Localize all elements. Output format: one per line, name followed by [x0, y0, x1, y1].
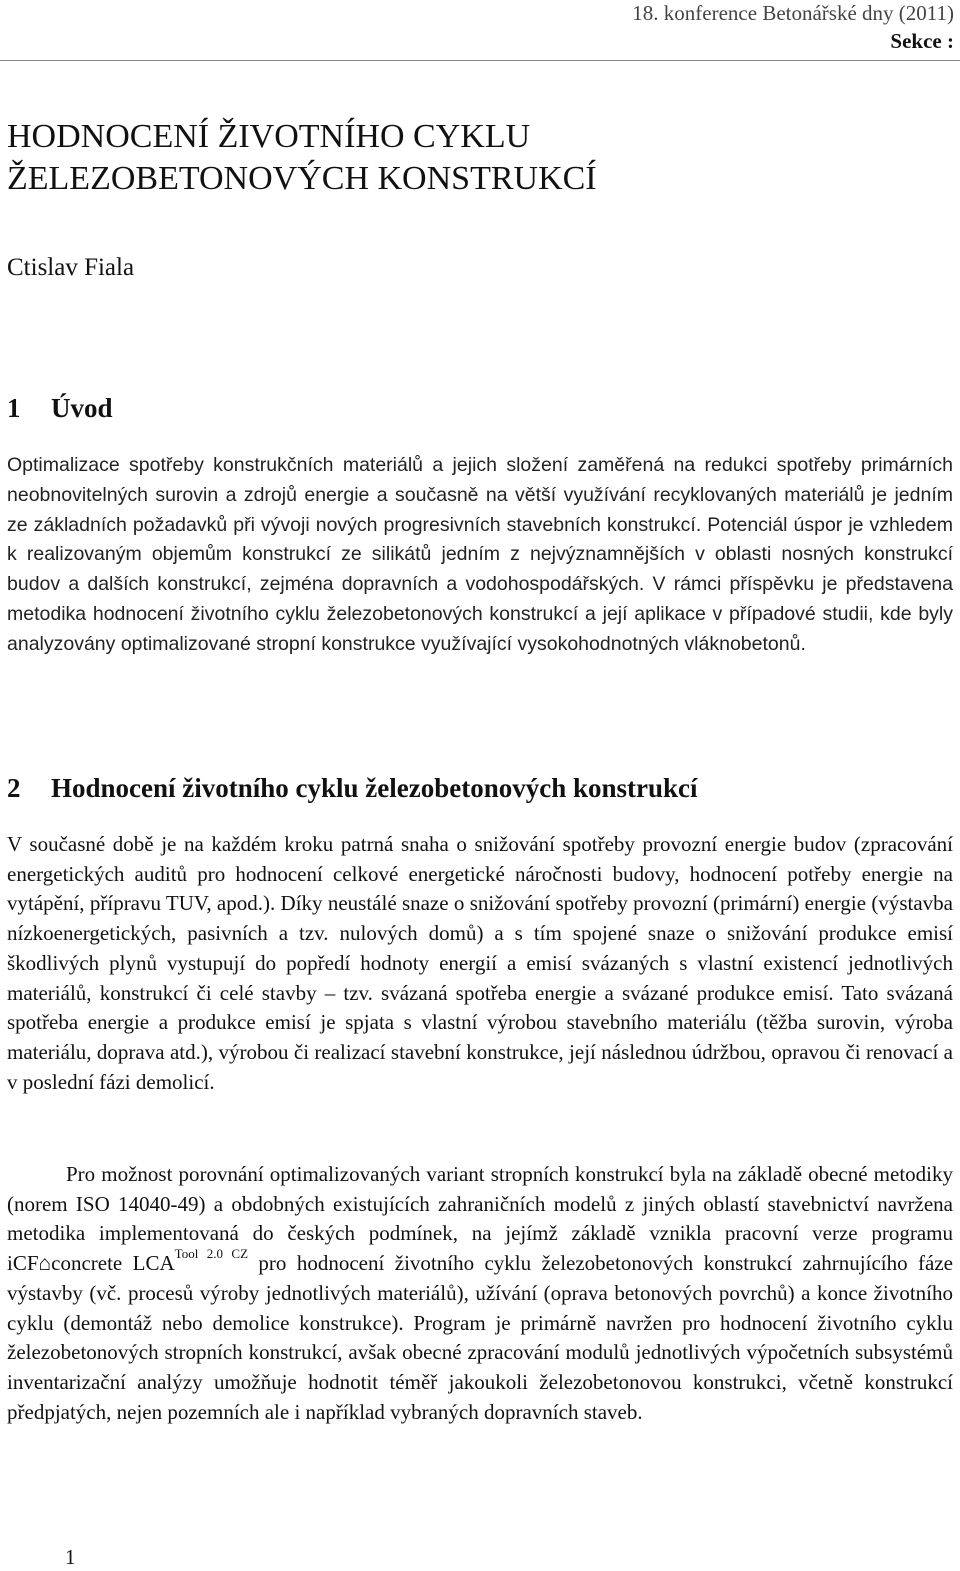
title-line-1: HODNOCENÍ ŽIVOTNÍHO CYKLU	[7, 118, 531, 155]
section-title: Úvod	[51, 393, 113, 423]
header-divider	[0, 60, 960, 61]
conference-name: 18. konference Betonářské dny (2011)	[632, 1, 954, 25]
paper-title	[7, 116, 597, 200]
title-line-2: ŽELEZOBETONOVÝCH KONSTRUKCÍ	[7, 160, 597, 197]
section-number: 1	[7, 393, 21, 423]
paragraph-text-start: Pro možnost porovnání optimalizovaných variant stropních konstrukcí byla na základě obecné metodiky (norem ISO 14040-49) a obdobných existujících zahraničních modelů z jiných oblastí stavebnictví navržena metodika implementovaná do českých podmínek, na jejímž základě vznikla pracovní verze programu iCF⌂concrete LCA	[7, 1162, 953, 1276]
section-heading-lca	[7, 771, 698, 805]
section-heading-intro	[7, 391, 113, 425]
page-number: 1	[65, 1545, 76, 1569]
tool-version-superscript: Tool 2.0 CZ	[174, 1246, 249, 1262]
paragraph-text-end: pro hodnocení životního cyklu železobetonových konstrukcí zahrnujícího fáze výstavby (vč. procesů výroby jednotlivých materiálů), užívání (oprava betonových povrchů) a konce životního cyklu (demontáž nebo demolice konstrukce). Program je primárně navržen pro hodnocení životního cyklu železobetonových stropních konstrukcí, avšak obecné zpracování modulů jednotlivých výpočetních subsystémů inventarizační analýzy umožňuje hodnotit téměř jakoukoli železobetonovou konstrukci, včetně konstrukcí předpjatých, nejen pozemních ale i například vybraných dopravních staveb.	[7, 1251, 953, 1424]
author-name: Ctislav Fiala	[7, 254, 135, 281]
section-title: Hodnocení životního cyklu železobetonových konstrukcí	[51, 773, 698, 803]
body-paragraph-1: V současné době je na každém kroku patrná snaha o snižování spotřeby provozní energie budov (zpracování energetických auditů pro hodnocení celkové energetické náročnosti budovy, hodnocení potřeby energie na vytápění, přípravu TUV, apod.). Díky neustálé snaze o snižování spotřeby provozní (primární) energie (výstavba nízkoenergetických, pasivních a tzv. nulových domů) a s tím spojené snaze o snižování produkce emisí škodlivých plynů vystupují do popředí hodnoty energií a emisí svázaných s vlastní existencí jednotlivých materiálů, konstrukcí či celé stavby – tzv. svázaná spotřeba energie a svázané produkce emisí. Tato svázaná spotřeba energie a produkce emisí je spjata s vlastní výrobou stavebního materiálu (těžba surovin, výroba materiálu, doprava atd.), výrobou či realizací stavební konstrukce, její následnou údržbou, opravou či renovací a v poslední fázi demolicí.	[7, 832, 953, 1094]
intro-paragraph: Optimalizace spotřeby konstrukčních materiálů a jejich složení zaměřená na redukci spotřeby primárních neobnovitelných surovin a zdrojů energie a současně na větší využívání recyklovaných materiálů je jedním ze základních požadavků při vývoji nových progresivních stavebních konstrukcí. Potenciál úspor je vzhledem k realizovaným objemům konstrukcí ze silikátů jedním z nejvýznamnějších v oblasti nosných konstrukcí budov a dalších konstrukcí, zejména dopravních a vodohospodářských. V rámci příspěvku je představena metodika hodnocení životního cyklu železobetonových konstrukcí a její aplikace v případové studii, kde byly analyzovány optimalizované stropní konstrukce využívající vysokohodnotných vláknobetonů.	[7, 454, 953, 655]
section-label: Sekce :	[890, 29, 954, 53]
section-number: 2	[7, 773, 21, 803]
page-header	[632, 0, 954, 54]
body-paragraph-2	[7, 1160, 953, 1427]
